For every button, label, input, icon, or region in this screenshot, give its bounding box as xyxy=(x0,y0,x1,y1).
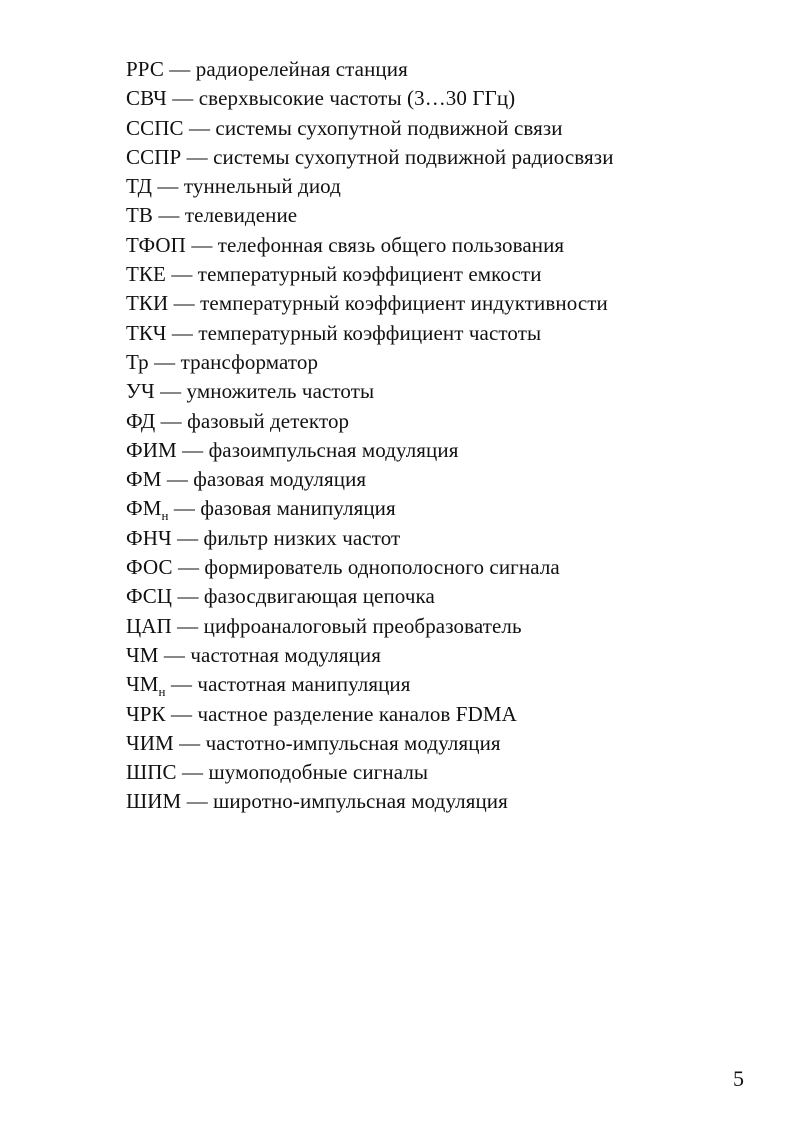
abbreviation-term: ТФОП xyxy=(126,232,186,257)
abbreviation-term: ФНЧ xyxy=(126,525,172,550)
abbreviation-definition: фильтр низких частот xyxy=(203,525,401,550)
abbreviation-term: ШИМ xyxy=(126,789,182,814)
abbreviation-definition: температурный коэффициент индуктивности xyxy=(200,291,608,316)
abbreviation-term: Тр xyxy=(126,349,149,374)
abbreviation-subscript: н xyxy=(158,684,166,700)
abbreviation-entry xyxy=(126,348,614,377)
abbreviation-term: ТКЕ xyxy=(126,262,166,287)
em-dash: — xyxy=(171,701,193,726)
em-dash: — xyxy=(172,86,194,111)
abbreviation-definition: цифроаналоговый преобразователь xyxy=(203,613,522,638)
abbreviation-definition: фазосдвигающая цепочка xyxy=(203,584,435,609)
em-dash: — xyxy=(154,349,176,374)
abbreviation-definition: фазоимпульсная модуляция xyxy=(208,437,459,462)
em-dash: — xyxy=(173,291,195,316)
em-dash: — xyxy=(171,262,193,287)
abbreviation-definition: туннельный диод xyxy=(183,174,341,199)
em-dash: — xyxy=(160,408,182,433)
abbreviation-term: ТКЧ xyxy=(126,320,167,345)
abbreviation-entry xyxy=(126,700,614,729)
abbreviation-definition: системы сухопутной подвижной связи xyxy=(215,115,563,140)
abbreviation-entry xyxy=(126,377,614,406)
abbreviation-term: ЧИМ xyxy=(126,730,174,755)
abbreviation-definition: шумоподобные сигналы xyxy=(208,760,429,785)
abbreviation-term: ФСЦ xyxy=(126,584,173,609)
abbreviation-definition: температурный коэффициент частоты xyxy=(198,320,542,345)
abbreviation-term: УЧ xyxy=(126,379,155,404)
em-dash: — xyxy=(160,379,182,404)
abbreviation-definition: широтно-импульсная модуляция xyxy=(213,789,508,814)
abbreviation-entry xyxy=(126,319,614,348)
abbreviation-definition: системы сухопутной подвижной радиосвязи xyxy=(213,144,614,169)
abbreviation-definition: сверхвысокие частоты (3…30 ГГц) xyxy=(198,86,516,111)
abbreviation-entry xyxy=(126,55,614,84)
em-dash: — xyxy=(158,203,180,228)
abbreviation-entry xyxy=(126,582,614,611)
abbreviation-entry xyxy=(126,524,614,553)
abbreviation-definition: частотно-импульсная модуляция xyxy=(205,730,501,755)
abbreviation-definition: радиорелейная станция xyxy=(195,57,408,81)
em-dash: — xyxy=(177,525,199,550)
abbreviation-definition: трансформатор xyxy=(180,349,319,374)
abbreviation-term: ЧРК xyxy=(126,701,166,726)
abbreviation-entry xyxy=(126,729,614,758)
abbreviation-term: ТД xyxy=(126,174,153,199)
abbreviation-term: ТКИ xyxy=(126,291,169,316)
abbreviation-entry xyxy=(126,260,614,289)
em-dash: — xyxy=(173,496,195,521)
abbreviation-definition: умножитель частоты xyxy=(186,379,375,404)
em-dash: — xyxy=(171,320,193,345)
abbreviation-entry xyxy=(126,641,614,670)
abbreviation-term: ТВ xyxy=(126,203,154,228)
abbreviation-subscript: н xyxy=(161,508,169,524)
em-dash: — xyxy=(182,437,204,462)
em-dash: — xyxy=(169,57,191,81)
abbreviation-entry xyxy=(126,201,614,230)
abbreviation-term: ЧМ xyxy=(126,642,159,667)
em-dash: — xyxy=(170,672,193,697)
abbreviation-definition: фазовая модуляция xyxy=(193,467,367,492)
abbreviation-entry xyxy=(126,465,614,494)
abbreviation-term: ФОС xyxy=(126,555,173,580)
abbreviation-term: ФМ xyxy=(126,467,162,492)
abbreviation-definition: формирователь однополосного сигнала xyxy=(204,555,560,580)
abbreviation-term: ШПС xyxy=(126,760,177,785)
abbreviation-entry xyxy=(126,670,614,699)
em-dash: — xyxy=(186,144,208,169)
abbreviation-term: ФИМ xyxy=(126,437,177,462)
em-dash: — xyxy=(166,467,188,492)
page-number: 5 xyxy=(733,1066,744,1091)
abbreviation-definition: частное разделение каналов FDMA xyxy=(197,701,517,726)
abbreviation-term: ССПР xyxy=(126,144,182,169)
abbreviation-term: ФД xyxy=(126,408,156,433)
em-dash: — xyxy=(191,232,213,257)
abbreviation-definition: телефонная связь общего пользования xyxy=(217,232,565,257)
abbreviation-definition: частотная манипуляция xyxy=(197,672,411,697)
abbreviation-entry xyxy=(126,84,614,113)
abbreviation-entry xyxy=(126,787,614,816)
abbreviation-entry xyxy=(126,758,614,787)
abbreviation-entry xyxy=(126,231,614,260)
abbreviation-term: ЧМ xyxy=(126,672,159,697)
abbreviation-entry xyxy=(126,114,614,143)
abbreviation-term: СВЧ xyxy=(126,86,167,111)
em-dash: — xyxy=(188,115,211,140)
abbreviation-entry xyxy=(126,143,614,172)
em-dash: — xyxy=(182,760,204,785)
abbreviation-entry xyxy=(126,494,614,523)
abbreviation-entry xyxy=(126,172,614,201)
abbreviation-definition: частотная модуляция xyxy=(190,642,381,667)
abbreviation-entry xyxy=(126,289,614,318)
em-dash: — xyxy=(163,642,185,667)
em-dash: — xyxy=(157,174,179,199)
em-dash: — xyxy=(177,555,200,580)
abbreviation-entry xyxy=(126,553,614,582)
abbreviation-term: ФМ xyxy=(126,496,162,521)
abbreviation-term: ЦАП xyxy=(126,613,172,638)
abbreviation-term: РРС xyxy=(126,57,164,81)
abbreviation-definition: фазовая манипуляция xyxy=(200,496,396,521)
em-dash: — xyxy=(177,584,199,609)
abbreviation-definition: фазовый детектор xyxy=(187,408,350,433)
abbreviation-list xyxy=(126,55,614,817)
abbreviation-entry xyxy=(126,612,614,641)
abbreviation-entry xyxy=(126,436,614,465)
abbreviation-term: ССПС xyxy=(126,115,184,140)
abbreviation-definition: температурный коэффициент емкости xyxy=(197,262,542,287)
abbreviation-definition: телевидение xyxy=(184,203,298,228)
em-dash: — xyxy=(179,730,201,755)
abbreviation-entry xyxy=(126,407,614,436)
em-dash: — xyxy=(186,789,208,814)
em-dash: — xyxy=(177,613,199,638)
